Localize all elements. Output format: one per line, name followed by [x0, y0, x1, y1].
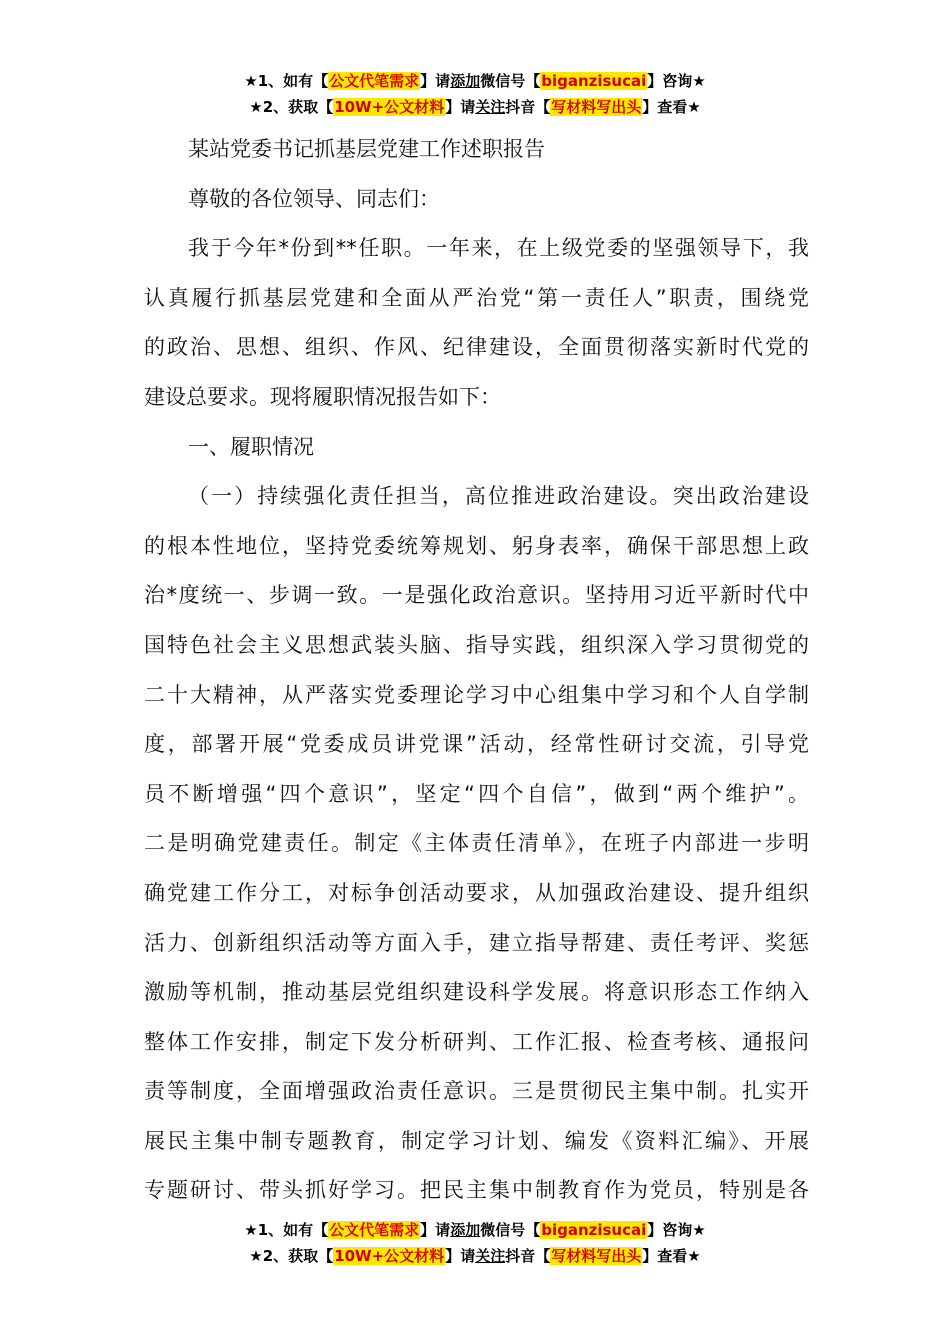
paragraph-line: 度，部署开展“党委成员讲党课”活动，经常性研讨交流，引导党: [144, 732, 809, 757]
promo-highlight: 公文代笔需求: [329, 1221, 420, 1239]
promo-highlight: biganzisucai: [541, 72, 647, 90]
promo-highlight: 写材料写出头: [551, 98, 642, 116]
top-promo-banner: [0, 68, 950, 120]
promo-text: 】查看★: [642, 1247, 701, 1265]
paragraph-line: 员不断增强“四个意识”，坚定“四个自信”，做到“两个维护”。: [144, 781, 809, 806]
section-heading: 一、履职情况: [188, 434, 314, 459]
paragraph-line: 认真履行抓基层党建和全面从严治党“第一责任人”职责，围绕党: [144, 285, 809, 310]
promo-text: 微信号【: [480, 72, 541, 90]
promo-text: 】咨询★: [647, 72, 706, 90]
promo-highlight: 公文代笔需求: [329, 72, 420, 90]
promo-text: 抖音【: [505, 1247, 551, 1265]
promo-underlined: 添加: [450, 72, 481, 90]
promo-text: 】请: [420, 72, 451, 90]
salutation: 尊敬的各位领导、同志们：: [188, 186, 440, 211]
promo-text: 微信号【: [480, 1221, 541, 1239]
paragraph-line: 责等制度，全面增强政治责任意识。三是贯彻民主集中制。扎实开: [144, 1079, 809, 1104]
paragraph-line: 专题研讨、带头抓好学习。把民主集中制教育作为党员，特别是各: [144, 1178, 809, 1203]
promo-text: ★2、获取【: [249, 1247, 334, 1265]
promo-line-1: [0, 68, 950, 94]
paragraph-line: 的根本性地位，坚持党委统筹规划、躬身表率，确保干部思想上政: [144, 533, 809, 558]
promo-text: 】请: [420, 1221, 451, 1239]
promo-highlight: biganzisucai: [541, 1221, 647, 1239]
paragraph-line: 的政治、思想、组织、作风、纪律建设，全面贯彻落实新时代党的: [144, 335, 809, 360]
paragraph-line: 活力、创新组织活动等方面入手，建立指导帮建、责任考评、奖惩: [144, 930, 809, 955]
promo-highlight: 10W+公文材料: [334, 98, 445, 116]
paragraph-line: 我于今年*份到**任职。一年来，在上级党委的坚强领导下，我: [188, 236, 809, 261]
promo-text: 】查看★: [642, 98, 701, 116]
promo-underlined: 添加: [450, 1221, 481, 1239]
paragraph-line: 二是明确党建责任。制定《主体责任清单》，在班子内部进一步明: [144, 831, 809, 856]
paragraph-line: 国特色社会主义思想武装头脑、指导实践，组织深入学习贯彻党的: [144, 632, 809, 657]
promo-text: 抖音【: [505, 98, 551, 116]
promo-text: 】请: [445, 1247, 476, 1265]
paragraph-line: 治*度统一、步调一致。一是强化政治意识。坚持用习近平新时代中: [144, 583, 809, 608]
promo-text: 】咨询★: [647, 1221, 706, 1239]
paragraph-line: 确党建工作分工，对标争创活动要求，从加强政治建设、提升组织: [144, 880, 809, 905]
paragraph-line: （一）持续强化责任担当，高位推进政治建设。突出政治建设: [188, 484, 809, 509]
paragraph-line: 展民主集中制专题教育，制定学习计划、编发《资料汇编》、开展: [144, 1128, 809, 1153]
promo-text: 】请: [445, 98, 476, 116]
document-title: 某站党委书记抓基层党建工作述职报告: [188, 137, 545, 161]
paragraph-line: 整体工作安排，制定下发分析研判、工作汇报、检查考核、通报问: [144, 1029, 809, 1054]
paragraph-line: 激励等机制，推动基层党组织建设科学发展。将意识形态工作纳入: [144, 980, 809, 1005]
promo-line-2: [0, 1243, 950, 1269]
promo-highlight: 写材料写出头: [551, 1247, 642, 1265]
promo-text: ★1、如有【: [244, 1221, 329, 1239]
promo-underlined: 关注: [475, 98, 506, 116]
promo-text: ★2、获取【: [249, 98, 334, 116]
promo-line-2: [0, 94, 950, 120]
paragraph-line: 建设总要求。现将履职情况报告如下：: [144, 384, 501, 409]
promo-underlined: 关注: [475, 1247, 506, 1265]
promo-text: ★1、如有【: [244, 72, 329, 90]
paragraph-line: 二十大精神，从严落实党委理论学习中心组集中学习和个人自学制: [144, 682, 809, 707]
bottom-promo-banner: [0, 1217, 950, 1269]
promo-line-1: [0, 1217, 950, 1243]
promo-highlight: 10W+公文材料: [334, 1247, 445, 1265]
document-body: [144, 125, 809, 1216]
